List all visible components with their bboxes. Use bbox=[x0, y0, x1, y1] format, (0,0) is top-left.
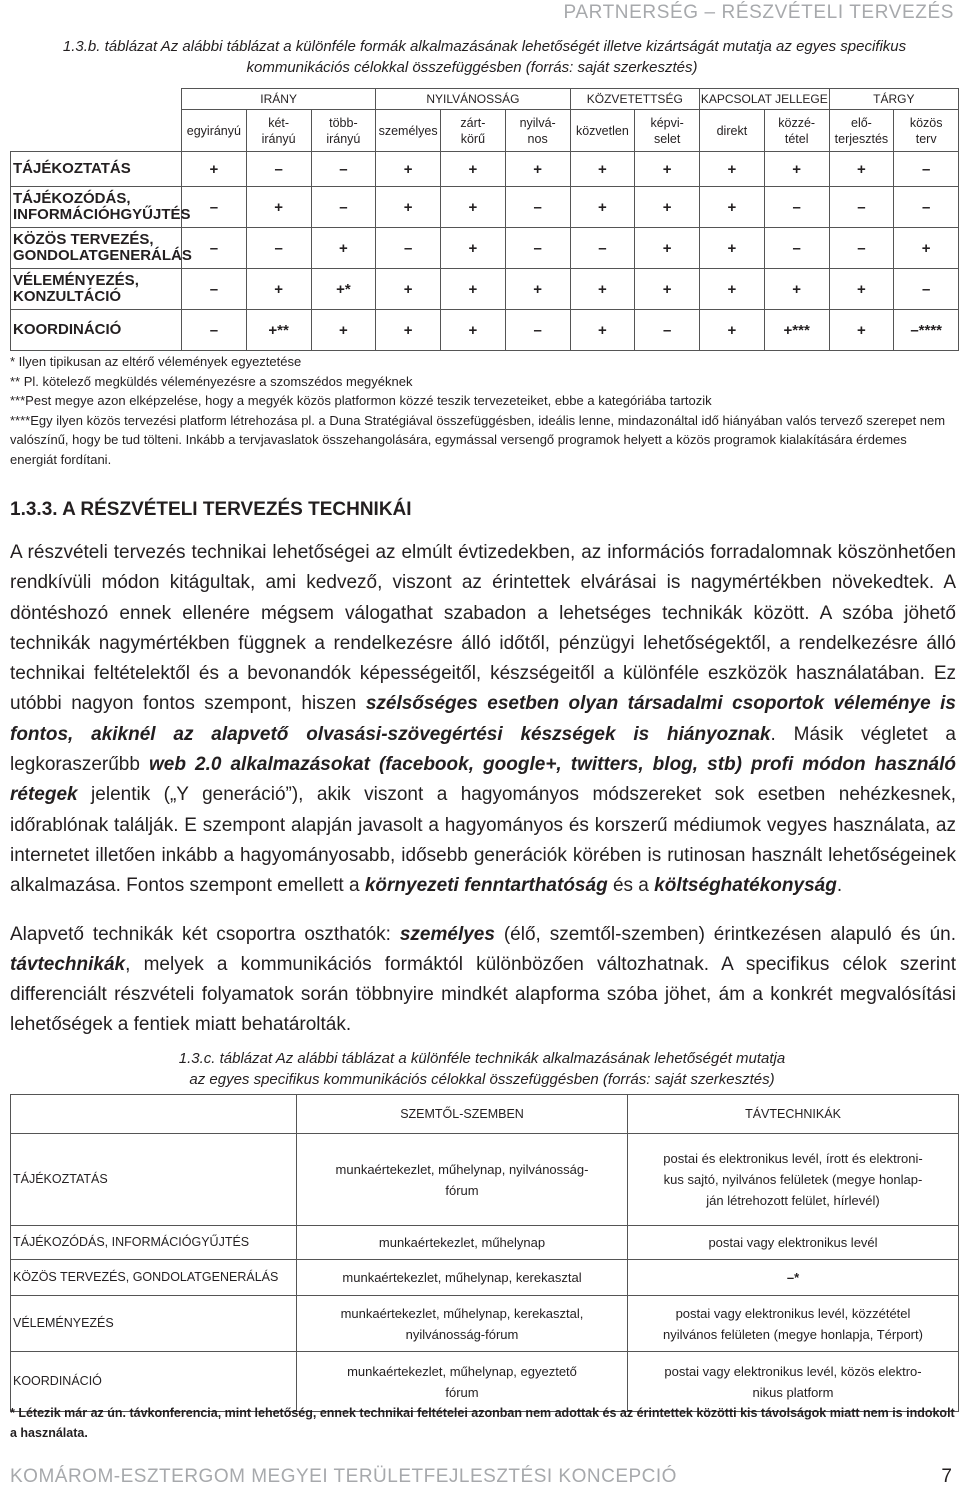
cell: + bbox=[700, 269, 765, 310]
cell: + bbox=[829, 310, 894, 351]
group-header: IRÁNY bbox=[182, 89, 376, 110]
cell: munkaértekezlet, műhelynap, kerekasztal, nyilvánosság-fórum bbox=[297, 1296, 628, 1352]
cell: – bbox=[635, 310, 700, 351]
paragraph: Alapvető technikák két csoportra oszthatók: személyes (élő, szemtől-szemben) érintkezésen alapuló és ún. távtechnikák, melyek a kommunikációs formáktól különbözően változhatnak. A specifikus célok szerint differenciált részvételi folyamatok során többnyire mindkét alapforma szóba jöhet, ám a konkrét megvalósítási lehetőségek a fentiek miatt behatárolták. bbox=[10, 923, 956, 1036]
cell: + bbox=[829, 269, 894, 310]
cell: – bbox=[182, 269, 247, 310]
row-label: TÁJÉKOZÓDÁS, INFORMÁCIÓGYŰJTÉS bbox=[11, 1226, 297, 1260]
running-footer: KOMÁROM-ESZTERGOM MEGYEI TERÜLETFEJLESZTÉSI KONCEPCIÓ bbox=[10, 1466, 677, 1487]
row-label: TÁJÉKOZÓDÁS, INFORMÁCIÓHGYŰJTÉS bbox=[11, 187, 182, 228]
forms-table-group-header bbox=[11, 89, 959, 110]
sub-header: két- irányú bbox=[246, 110, 311, 152]
row-label: KOORDINÁCIÓ bbox=[11, 1352, 297, 1412]
sub-header: közvetlen bbox=[570, 110, 635, 152]
row-label: TÁJÉKOZTATÁS bbox=[11, 1134, 297, 1226]
cell: postai vagy elektronikus levél, közzététel nyilvános felületen (megye honlapja, Térport) bbox=[628, 1296, 959, 1352]
cell: – bbox=[311, 187, 376, 228]
sub-header: egyirányú bbox=[182, 110, 247, 152]
emphasis: távtechnikák bbox=[10, 953, 126, 975]
cell: – bbox=[570, 228, 635, 269]
note: ***Pest megye azon elképzelése, hogy a megyék közös platformon közzé teszik tervezeteiket, ebbe a kategóriába tartozik bbox=[10, 393, 712, 408]
cell: + bbox=[570, 310, 635, 351]
cell: – bbox=[246, 152, 311, 187]
table-row bbox=[11, 187, 959, 228]
row-label: KÖZÖS TERVEZÉS, GONDOLATGENERÁLÁS bbox=[11, 228, 182, 269]
table1-caption-line2: kommunikációs célokkal összefüggésben (forrás: saját szerkesztés) bbox=[246, 59, 698, 76]
row-label: KÖZÖS TERVEZÉS, GONDOLATGENERÁLÁS bbox=[11, 1260, 297, 1296]
sub-header: nyilvá- nos bbox=[505, 110, 570, 152]
page-number: 7 bbox=[941, 1466, 952, 1487]
cell: postai és elektronikus levél, írott és elektroni- kus sajtó, nyilvános felületek (megye honlap- ján létrehozott felület, hírlevél) bbox=[628, 1134, 959, 1226]
sub-header: közös terv bbox=[894, 110, 959, 152]
cell: – bbox=[829, 187, 894, 228]
cell: + bbox=[311, 310, 376, 351]
cell: + bbox=[376, 152, 441, 187]
row-label: TÁJÉKOZTATÁS bbox=[11, 152, 182, 187]
group-header: NYILVÁNOSSÁG bbox=[376, 89, 570, 110]
cell: –* bbox=[628, 1260, 959, 1296]
cell: munkaértekezlet, műhelynap, nyilvánosság- fórum bbox=[297, 1134, 628, 1226]
cell: munkaértekezlet, műhelynap, egyeztető fórum bbox=[297, 1352, 628, 1412]
forms-table bbox=[10, 88, 959, 351]
cell: – bbox=[505, 187, 570, 228]
cell: +* bbox=[311, 269, 376, 310]
cell: + bbox=[376, 310, 441, 351]
cell: postai vagy elektronikus levél, közös elektro- nikus platform bbox=[628, 1352, 959, 1412]
table-row bbox=[11, 152, 959, 187]
table1-caption-line1: 1.3.b. táblázat Az alábbi táblázat a különféle formák alkalmazásának lehetőségét illetve kizártságát mutatja az egyes specifikus bbox=[62, 38, 907, 55]
column-header: SZEMTŐL-SZEMBEN bbox=[297, 1095, 628, 1134]
emphasis: szélsőséges esetben olyan társadalmi csoportok véleménye is fontos, akiknél az alapvető olvasási-szövegértési készségek is hiányoznak bbox=[10, 693, 956, 745]
cell: + bbox=[570, 269, 635, 310]
cell: + bbox=[570, 187, 635, 228]
sub-header: direkt bbox=[700, 110, 765, 152]
table2-caption bbox=[12, 1048, 952, 1090]
row-label: VÉLEMÉNYEZÉS, KONZULTÁCIÓ bbox=[11, 269, 182, 310]
cell: postai vagy elektronikus levél bbox=[628, 1226, 959, 1260]
cell: – bbox=[182, 228, 247, 269]
cell: – bbox=[182, 310, 247, 351]
cell: – bbox=[894, 187, 959, 228]
cell: – bbox=[894, 269, 959, 310]
cell: – bbox=[764, 187, 829, 228]
sub-header: képvi- selet bbox=[635, 110, 700, 152]
table-row bbox=[11, 1134, 959, 1226]
cell: + bbox=[246, 187, 311, 228]
table-row bbox=[11, 310, 959, 351]
section-title: 1.3.3. A RÉSZVÉTELI TERVEZÉS TECHNIKÁI bbox=[10, 499, 412, 520]
table2-caption-line1: 1.3.c. táblázat Az alábbi táblázat a különféle technikák alkalmazásának lehetőségét mutatja bbox=[178, 1050, 786, 1067]
cell: + bbox=[635, 152, 700, 187]
note: * Ilyen tipikusan az eltérő vélemények egyeztetése bbox=[10, 354, 302, 369]
cell: + bbox=[700, 152, 765, 187]
row-label: KOORDINÁCIÓ bbox=[11, 310, 182, 351]
cell: + bbox=[376, 269, 441, 310]
cell: + bbox=[246, 269, 311, 310]
table1-notes bbox=[10, 352, 956, 469]
table-row bbox=[11, 1296, 959, 1352]
sub-header: személyes bbox=[376, 110, 441, 152]
running-header: PARTNERSÉG – RÉSZVÉTELI TERVEZÉS bbox=[563, 2, 954, 23]
cell: + bbox=[376, 187, 441, 228]
cell: + bbox=[505, 152, 570, 187]
cell: + bbox=[441, 187, 506, 228]
table-row bbox=[11, 1260, 959, 1296]
note: ****Egy ilyen közös tervezési platform létrehozása pl. a Duna Stratégiával összefüggésben, ideális lenne, mindazonáltal idő hiányában valós tervező szerepet nem valószínű, hogy be tud tölteni. Inkább a tervjavaslatok összehangolására, egymással versengő programok helyett a közös programok kialakítására érdemes energiát fordítani. bbox=[10, 412, 946, 467]
cell: – bbox=[764, 228, 829, 269]
emphasis: költséghatékonyság bbox=[654, 875, 837, 897]
sub-header: közzé- tétel bbox=[764, 110, 829, 152]
cell: + bbox=[635, 269, 700, 310]
cell: + bbox=[441, 152, 506, 187]
cell: +** bbox=[246, 310, 311, 351]
cell: – bbox=[311, 152, 376, 187]
emphasis: személyes bbox=[399, 923, 495, 945]
techniques-table bbox=[10, 1094, 959, 1412]
cell: + bbox=[635, 187, 700, 228]
table1-caption bbox=[12, 36, 957, 78]
cell: –**** bbox=[894, 310, 959, 351]
table-row bbox=[11, 269, 959, 310]
cell: + bbox=[441, 228, 506, 269]
group-header: KÖZVETETTSÉG bbox=[570, 89, 700, 110]
sub-header: elő- terjesztés bbox=[829, 110, 894, 152]
cell: + bbox=[635, 228, 700, 269]
cell: + bbox=[505, 269, 570, 310]
cell: + bbox=[570, 152, 635, 187]
cell: + bbox=[700, 228, 765, 269]
cell: – bbox=[246, 228, 311, 269]
cell: – bbox=[894, 152, 959, 187]
cell: – bbox=[829, 228, 894, 269]
cell: – bbox=[505, 310, 570, 351]
row-label: VÉLEMÉNYEZÉS bbox=[11, 1296, 297, 1352]
table2-caption-line2: az egyes specifikus kommunikációs célokkal összefüggésben (forrás: saját szerkesztés) bbox=[189, 1071, 775, 1088]
column-header: TÁVTECHNIKÁK bbox=[628, 1095, 959, 1134]
group-header: TÁRGY bbox=[829, 89, 959, 110]
cell: munkaértekezlet, műhelynap bbox=[297, 1226, 628, 1260]
cell: – bbox=[182, 187, 247, 228]
table2-footnote: * Létezik már az ún. távkonferencia, mint lehetőség, ennek technikai feltételei azonban nem adottak és az érintettek közötti kis távolságok miatt nem is indokolt a használata. bbox=[10, 1406, 955, 1440]
cell: + bbox=[764, 269, 829, 310]
cell: +*** bbox=[764, 310, 829, 351]
cell: + bbox=[182, 152, 247, 187]
cell: munkaértekezlet, műhelynap, kerekasztal bbox=[297, 1260, 628, 1296]
emphasis: web 2.0 alkalmazásokat (facebook, google+, twitters, blog, stb) profi módon használó rétegek bbox=[10, 754, 956, 806]
table-row bbox=[11, 1226, 959, 1260]
cell: + bbox=[700, 187, 765, 228]
techniques-table-header bbox=[11, 1095, 959, 1134]
cell: – bbox=[376, 228, 441, 269]
paragraph: A részvételi tervezés technikai lehetőségei az elmúlt évtizedekben, az információs forradalomnak köszönhetően rendkívüli módon kitágultak, ami kedvező, viszont az érintettek elvárásai is nagymértékben növekedtek. A döntéshozó ennek ellenére mégsem válogathat szabadon a lehetséges technikák között. A szóba jöhető technikák nagymértékben függnek a rendelkezésre álló időtől, pénzügyi lehetőségektől, a rendelkezésre álló technikai feltételektől és a bevonandók képességeitől, készségeitől a különféle eszközök használatában. Ez utóbbi nagyon fontos szempont, hiszen szélsőséges esetben olyan társadalmi csoportok véleménye is fontos, akiknél az alapvető olvasási-szövegértési készségek is hiányoznak. Másik végletet a legkoraszerűbb web 2.0 alkalmazásokat (facebook, google+, twitters, blog, stb) profi módon használó rétegek jelentik („Y generáció”), akik viszont a hagyományos módszereket sok esetben nehézkesnek, időrablónak találják. E szempont alapján javasolt a hagyományos és korszerű médiumok vegyes használata, az internetet illetően inkább a hagyományosabb, idősebb generációk körében is rutinosan használt lehetőségeinek alkalmazása. Fontos szempont emellett a környezeti fenntarthatóság és a költséghatékonyság. bbox=[10, 542, 956, 897]
cell: + bbox=[441, 310, 506, 351]
cell: + bbox=[894, 228, 959, 269]
cell: – bbox=[505, 228, 570, 269]
cell: + bbox=[829, 152, 894, 187]
group-header: KAPCSOLAT JELLEGE bbox=[700, 89, 830, 110]
sub-header: több- irányú bbox=[311, 110, 376, 152]
cell: + bbox=[441, 269, 506, 310]
table-row bbox=[11, 228, 959, 269]
cell: + bbox=[700, 310, 765, 351]
cell: + bbox=[311, 228, 376, 269]
note: ** Pl. kötelező megküldés véleményezésre a szomszédos megyéknek bbox=[10, 373, 413, 389]
body-text bbox=[10, 538, 956, 1059]
cell: + bbox=[764, 152, 829, 187]
sub-header: zárt- körű bbox=[441, 110, 506, 152]
emphasis: környezeti fenntarthatóság bbox=[364, 875, 608, 897]
